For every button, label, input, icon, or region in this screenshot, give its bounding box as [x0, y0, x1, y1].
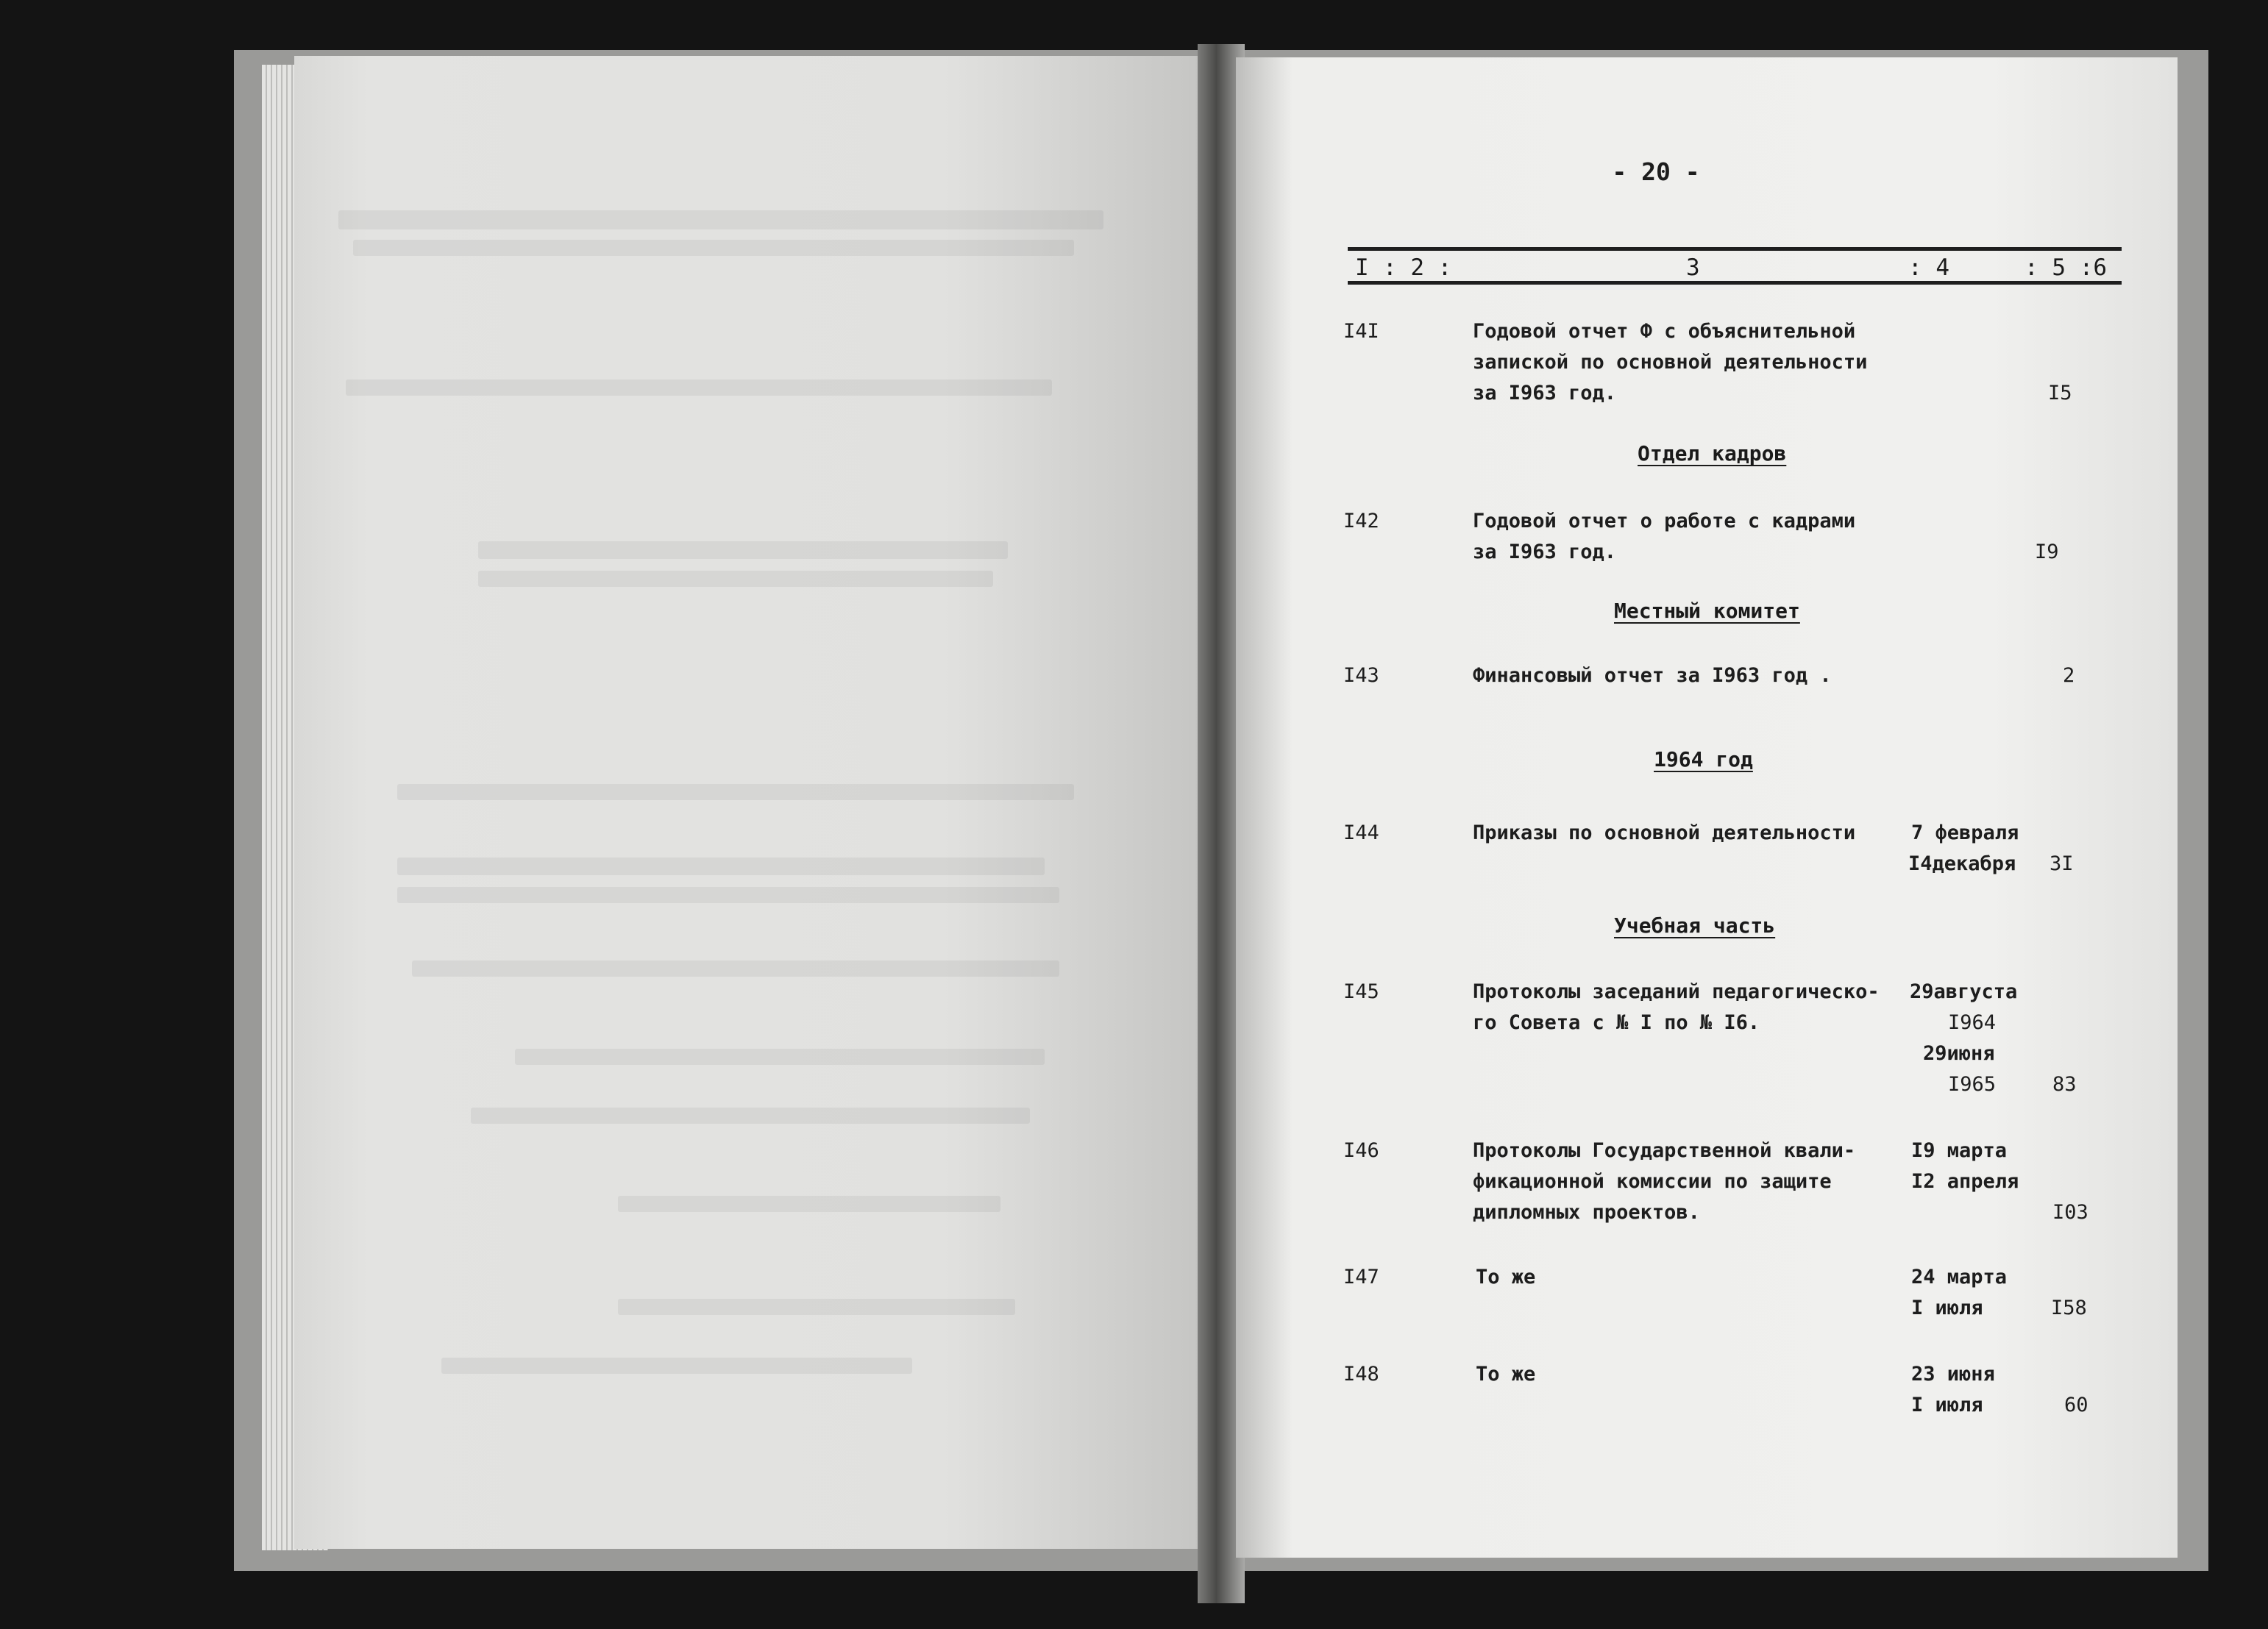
entry-title-line: за I963 год. — [1473, 382, 1617, 404]
entry-title-line: Приказы по основной деятельности — [1473, 821, 1856, 844]
entry-number: I46 — [1343, 1139, 1379, 1162]
entry-date-line: I4декабря — [1908, 852, 2016, 875]
section-heading: Учебная часть — [1614, 913, 1776, 938]
entry-number: I45 — [1343, 980, 1379, 1003]
entry-title-line: го Совета с № I по № I6. — [1473, 1011, 1760, 1034]
show-through-text — [397, 858, 1045, 875]
show-through-text — [397, 784, 1074, 800]
entry-title-line: Протоколы Государственной квали- — [1473, 1139, 1856, 1162]
entry-title-line: запиской по основной деятельности — [1473, 351, 1868, 374]
show-through-text — [471, 1108, 1030, 1124]
page-number: - 20 - — [1612, 157, 1700, 186]
entry-sheets: 2 — [2063, 664, 2075, 687]
entry-sheets: I03 — [2052, 1201, 2089, 1224]
entry-number: I44 — [1343, 821, 1379, 844]
entry-date-line: I965 — [1948, 1073, 1997, 1096]
entry-title-line: Годовой отчет о работе с кадрами — [1473, 510, 1856, 532]
entry-date-line: I июля — [1911, 1394, 1983, 1416]
entry-title-line: фикационной комиссии по защите — [1473, 1170, 1832, 1193]
column-header-3: 3 — [1686, 254, 1700, 281]
section-heading: Местный комитет — [1614, 599, 1800, 623]
entry-sheets: 83 — [2052, 1073, 2077, 1096]
entry-date-line: 23 июня — [1911, 1363, 1995, 1386]
entry-title-line: То же — [1476, 1266, 1536, 1288]
entry-date-line: 24 марта — [1911, 1266, 2008, 1288]
entry-title-line: дипломных проектов. — [1473, 1201, 1700, 1224]
entry-title-line: То же — [1476, 1363, 1536, 1386]
entry-date-line: 29июня — [1923, 1042, 1995, 1065]
entry-title-line: Годовой отчет Ф с объяснительной — [1473, 320, 1856, 343]
left-page-blank — [294, 56, 1223, 1549]
column-header-5-6: : 5 :6 — [2025, 254, 2107, 281]
show-through-text — [397, 887, 1059, 903]
entry-title-line: за I963 год. — [1473, 541, 1617, 563]
entry-number: I42 — [1343, 510, 1379, 532]
entry-sheets: I5 — [2048, 382, 2072, 404]
entry-number: I47 — [1343, 1266, 1379, 1288]
show-through-text — [478, 571, 993, 587]
show-through-text — [618, 1299, 1015, 1315]
show-through-text — [346, 379, 1052, 396]
header-rule-top — [1348, 247, 2122, 251]
entry-title-line: Протоколы заседаний педагогическо- — [1473, 980, 1880, 1003]
entry-date-line: I июля — [1911, 1297, 1983, 1319]
show-through-text — [338, 210, 1103, 229]
section-heading: Отдел кадров — [1638, 441, 1787, 466]
show-through-text — [441, 1358, 912, 1374]
entry-sheets: 3I — [2050, 852, 2074, 875]
entry-sheets: I9 — [2035, 541, 2059, 563]
column-header-4: : 4 — [1908, 254, 1949, 281]
show-through-text — [353, 240, 1074, 256]
entry-sheets: I58 — [2051, 1297, 2087, 1319]
entry-title-line: Финансовый отчет за I963 год . — [1473, 664, 1832, 687]
entry-date-line: I9 марта — [1911, 1139, 2008, 1162]
entry-number: I48 — [1343, 1363, 1379, 1386]
header-rule-bottom — [1348, 281, 2122, 285]
entry-sheets: 60 — [2064, 1394, 2089, 1416]
show-through-text — [412, 960, 1059, 977]
entry-date-line: 29августа — [1910, 980, 2018, 1003]
show-through-text — [618, 1196, 1000, 1212]
show-through-text — [478, 541, 1008, 559]
entry-date-line: I2 апреля — [1911, 1170, 2019, 1193]
column-header-1: I — [1355, 254, 1369, 281]
entry-date-line: 7 февраля — [1911, 821, 2019, 844]
section-heading: 1964 год — [1654, 747, 1753, 771]
entry-date-line: I964 — [1948, 1011, 1997, 1034]
entry-number: I43 — [1343, 664, 1379, 687]
entry-number: I4I — [1343, 320, 1379, 343]
show-through-text — [515, 1049, 1045, 1065]
column-header-2: : 2 : — [1383, 254, 1452, 281]
